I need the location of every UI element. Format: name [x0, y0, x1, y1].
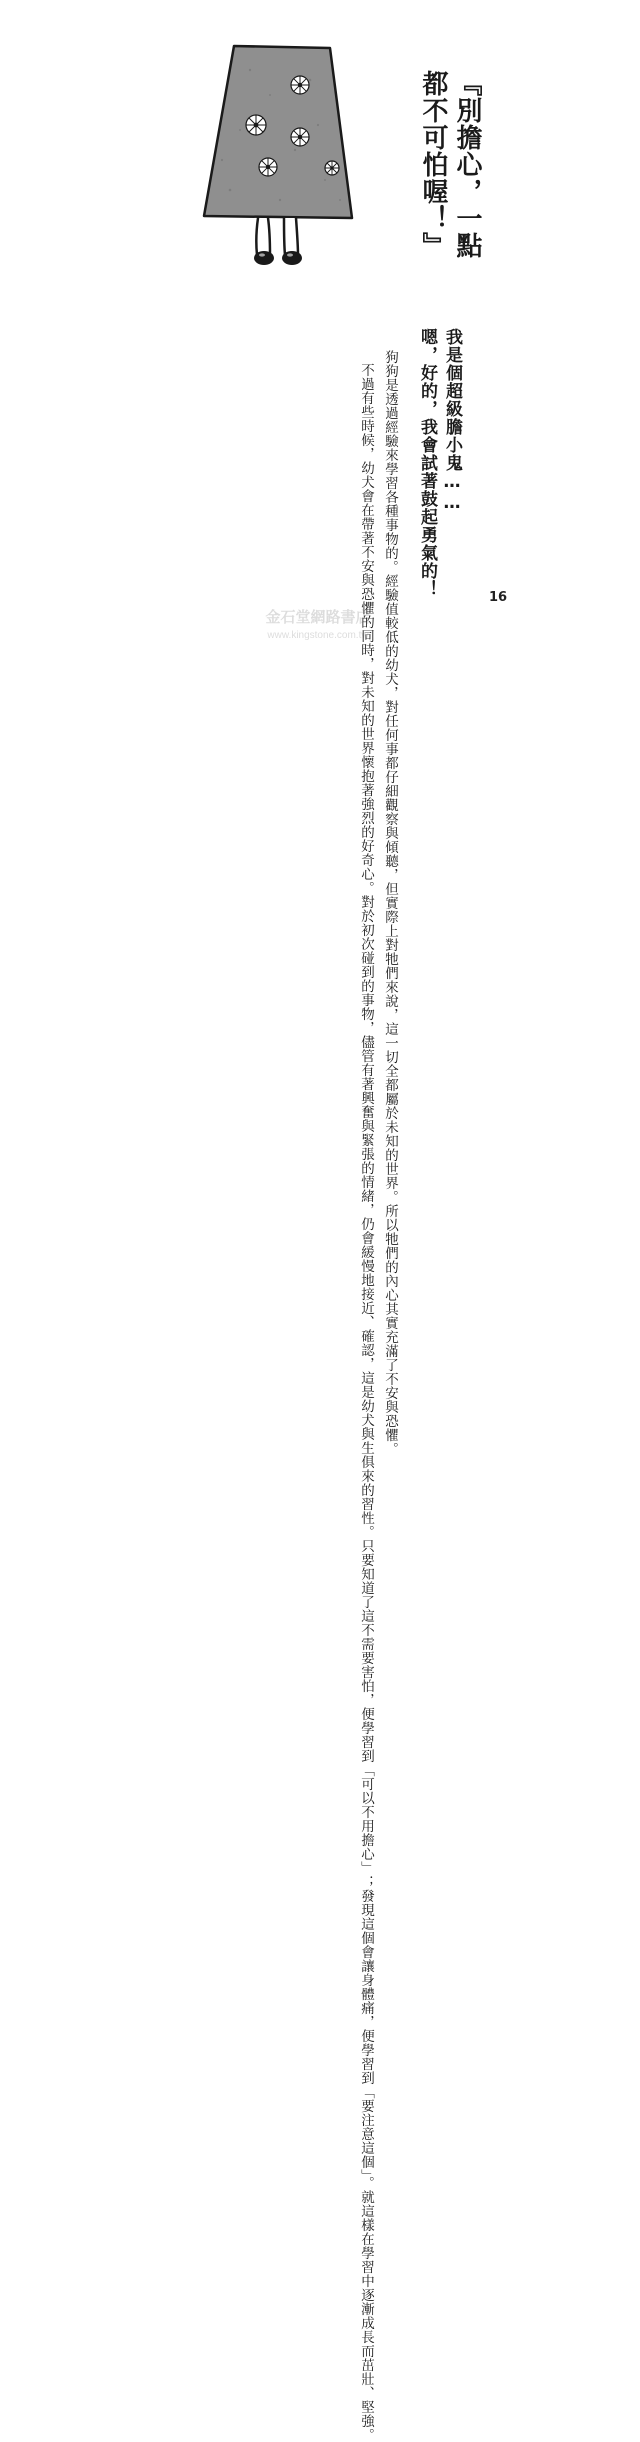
body-text	[354, 336, 402, 2442]
headline	[416, 70, 484, 259]
body-paragraph-2: 不過有些時候，幼犬會在帶著不安與恐懼的同時，對未知的世界懷抱著強烈的好奇心。對於初次碰到的事物，儘管有著興奮與緊張的情緒，仍會緩慢地接近、確認，這是幼犬與生俱來的習性。只要知道了這不需要害怕，便學習到「可以不用擔心」；發現這個會讓身體痛，便學習到「要注意這個」。就這樣在學習中逐漸成長而茁壯、堅強。	[358, 363, 374, 2442]
shoes	[254, 251, 302, 265]
headline-line-1: 『別擔心，一點	[452, 70, 482, 259]
headline-line-2: 都不可怕喔！』	[418, 70, 448, 259]
lead-line-1: 我是個超級膽小鬼……	[442, 328, 462, 514]
watermark-text: 金石堂網路書店	[265, 610, 371, 626]
skirt-shape	[204, 46, 352, 218]
left-leg	[256, 218, 270, 255]
lead-line-2: 嗯，好的，我會試著鼓起勇氣的！	[417, 328, 437, 598]
watermark-logo	[218, 604, 418, 644]
legs	[256, 218, 298, 255]
left-shoe	[254, 251, 274, 265]
right-leg	[284, 218, 298, 255]
body-paragraph-1: 狗狗是透過經驗來學習各種事物的。經驗值較低的幼犬，對任何事都仔細觀察與傾聽，但實際上對牠們來說，這一切全都屬於未知的世界。所以牠們的內心其實充滿了不安與恐懼。	[382, 349, 398, 1456]
right-shoe	[282, 251, 302, 265]
svg-text:www.kingstone.com.tw: www.kingstone.com.tw	[267, 630, 369, 641]
skirt-illustration	[200, 40, 360, 270]
lead-quote	[414, 328, 464, 598]
page-number: 16	[489, 590, 508, 605]
